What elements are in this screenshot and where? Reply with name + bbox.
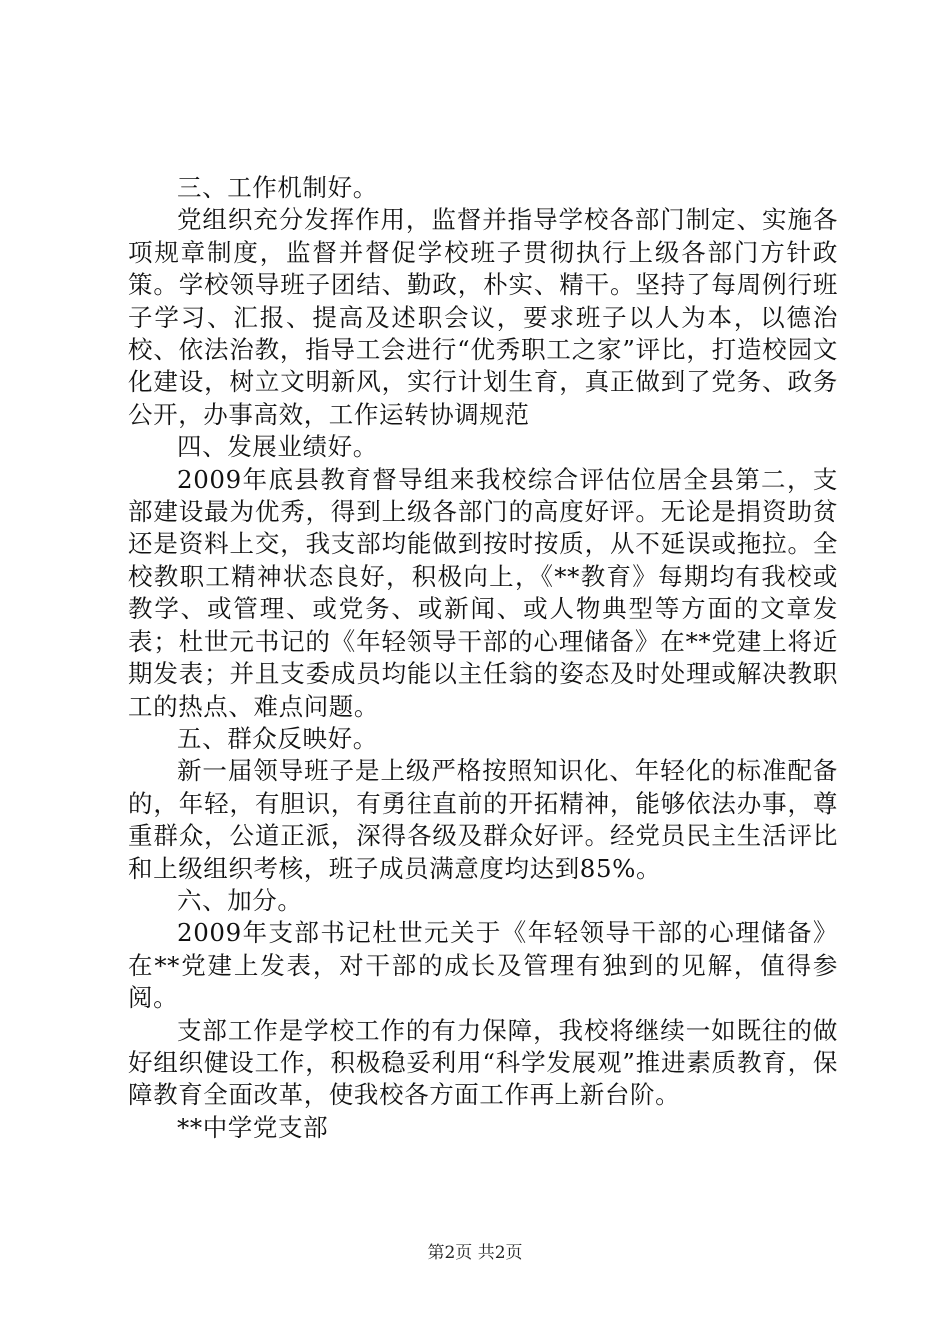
section-heading-6: 六、加分。 [177,885,303,915]
section-heading-3: 三、工作机制好。 [177,173,378,202]
paragraph-development: 2009年底县教育督导组来我校综合评估位居全县第二，支部建设最为优秀，得到上级各部门的高度好评。无论是捐资助贫还是资料上交，我支部均能做到按时按质，从不延误或拖拉。全校教职工精神状态良好，积极向上，《**教育》每期均有我校或教学、或管理、或党务、或新闻、或人物典型等方面的文章发表；杜世元书记的《年轻领导干部的心理储备》在**党建上将近期发表；并且支委成员均能以主任翁的姿态及时处理或解决教职工的热点、难点问题。 [128,464,838,721]
paragraph-public-response: 新一届领导班子是上级严格按照知识化、年轻化的标准配备的，年轻，有胆识，有勇往直前的开拓精神，能够依法办事，尊重群众，公道正派，深得各级及群众好评。经党员民主生活评比和上级组织考核，班子成员满意度均达到85%。 [128,756,838,883]
signature-party-branch: **中学党支部 [177,1112,329,1142]
section-heading-4: 四、发展业绩好。 [177,432,378,462]
section-heading-5: 五、群众反映好。 [177,723,378,753]
paragraph-bonus: 2009年支部书记杜世元关于《年轻领导干部的心理储备》在**党建上发表，对干部的成长及管理有独到的见解，值得参阅。 [128,918,838,1013]
paragraph-work-mechanism: 党组织充分发挥作用，监督并指导学校各部门制定、实施各项规章制度，监督并督促学校班子贯彻执行上级各部门方针政策。学校领导班子团结、勤政，朴实、精干。坚持了每周例行班子学习、汇报、提高及述职会议，要求班子以人为本，以德治校、依法治教，指导工会进行“优秀职工之家”评比，打造校园文化建设，树立文明新风，实行计划生育，真正做到了党务、政务公开，办事高效，工作运转协调规范 [128,205,838,429]
page-number-footer: 第2页 共2页 [427,1243,523,1263]
document-body [128,172,838,1144]
paragraph-conclusion: 支部工作是学校工作的有力保障，我校将继续一如既往的做好组织健设工作，积极稳妥利用“科学发展观”推进素质教育，保障教育全面改革，使我校各方面工作再上新台阶。 [128,1015,838,1110]
